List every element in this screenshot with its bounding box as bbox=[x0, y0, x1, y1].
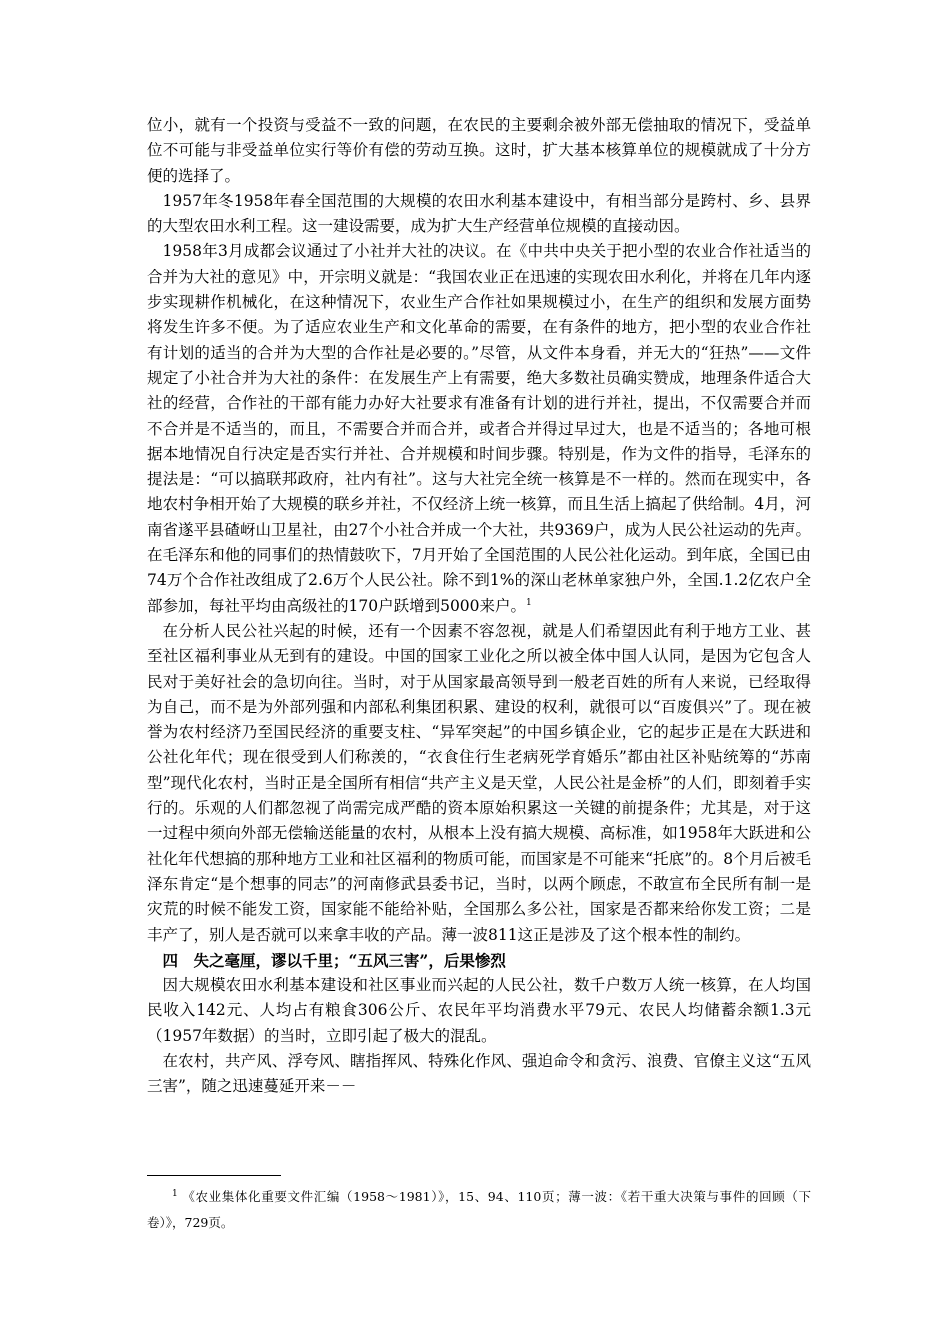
footnote-separator bbox=[147, 1175, 281, 1176]
footnote-marker: 1 bbox=[172, 1188, 178, 1199]
paragraph-five-winds: 在农村，共产风、浮夸风、瞎指挥风、特殊化作风、强迫命令和贪污、浪费、官僚主义这“五风三害”，随之迅速蔓延开来－－ bbox=[147, 1051, 811, 1096]
paragraph-continuation: 位小，就有一个投资与受益不一致的问题，在农民的主要剩余被外部无偿抽取的情况下，受益单位不可能与非受益单位实行等价有偿的劳动互换。这时，扩大基本核算单位的规模就成了十分方便的选择了。 bbox=[147, 116, 811, 185]
section-heading: 四 失之毫厘，谬以千里；“五风三害”，后果惨烈 bbox=[162, 950, 506, 970]
footnote-text: 《农业集体化重要文件汇编（1958～1981）》，15、94、110页；薄一波：《若干重大决策与事件的回顾（下卷）》，729页。 bbox=[147, 1189, 812, 1230]
footnote bbox=[147, 1184, 811, 1236]
paragraph-chengdu-meeting bbox=[147, 239, 811, 618]
paragraph-commune-chaos: 因大规模农田水利基本建设和社区事业而兴起的人民公社，数千户数万人统一核算，在人均国民收入142元、人均占有粮食306公斤、农民年平均消费水平79元、农民人均储蓄余额1.3元（1957年数据）的当时，立即引起了极大的混乱。 bbox=[147, 976, 811, 1045]
paragraph-chengdu-text: 1958年3月成都会议通过了小社并大社的决议。在《中共中央关于把小型的农业合作社适当的合并为大社的意见》中，开宗明义就是：“我国农业正在迅速的实现农田水利化，并将在几年内逐步实现耕作机械化，在这种情况下，农业生产合作社如果规模过小，在生产的组织和发展方面势将发生许多不便。为了适应农业生产和文化革命的需要，在有条件的地方，把小型的农业合作社有计划的适当的合并为大型的合作社是必要的。”尽管，从文件本身看，并无大的“狂热”——文件规定了小社合并为大社的条件：在发展生产上有需要，绝大多数社员确实赞成，地理条件适合大社的经营，合作社的干部有能力办好大社要求有准备有计划的进行并社，提出，不仅需要合并而不合并是不适当的，而且，不需要合并而合并，或者合并得过早过大，也是不适当的；各地可根据本地情况自行决定是否实行并社、合并规模和时间步骤。特别是，作为文件的指导，毛泽东的提法是：“可以搞联邦政府，社内有社”。这与大社完全统一核算是不一样的。然而在现实中，各地农村争相开始了大规模的联乡并社，不仅经济上统一核算，而且生活上搞起了供给制。4月，河南省遂平县碴岈山卫星社，由27个小社合并成一个大社，共9369户，成为人民公社运动的先声。在毛泽东和他的同事们的热情鼓吹下，7月开始了全国范围的人民公社化运动。到年底，全国已由74万个合作社改组成了2.6万个人民公社。除不到1%的深山老林单家独户外，全国.1.2亿农户全部参加，每社平均由高级社的170户跃增到5000来户。 bbox=[147, 242, 811, 615]
footnote-reference[interactable]: 1 bbox=[526, 597, 532, 608]
body-text bbox=[147, 113, 811, 1100]
paragraph-commune-analysis: 在分析人民公社兴起的时候，还有一个因素不容忽视，就是人们希望因此有利于地方工业、甚至社区福利事业从无到有的建设。中国的国家工业化之所以被全体中国人认同，是因为它包含人民对于美好社会的急切向往。当时，对于从国家最高领导到一般老百姓的所有人来说，已经取得为自己，而不是为外部列强和内部私利集团积累、建设的权利，就很可以“百废俱兴”了。现在被誉为农村经济乃至国民经济的重要支柱、“异军突起”的中国乡镇企业，它的起步正是在大跃进和公社化年代；现在很受到人们称羡的，“衣食住行生老病死学育婚乐”都由社区补贴统筹的“苏南型”现代化农村，当时正是全国所有相信“共产主义是天堂，人民公社是金桥”的人们，即刻着手实行的。乐观的人们都忽视了尚需完成严酷的资本原始积累这一关键的前提条件；尤其是，对于这一过程中须向外部无偿输送能量的农村，从根本上没有搞大规模、高标准，如1958年大跃进和公社化年代想搞的那种地方工业和社区福利的物质可能，而国家是不可能来“托底”的。8个月后被毛泽东肯定“是个想事的同志”的河南修武县委书记，当时，以两个顾虑，不敢宣布全民所有制一是灾荒的时候不能发工资，国家能不能给补贴，全国那么多公社，国家是否都来给你发工资；二是丰产了，别人是否就可以来拿丰收的产品。薄一波811这正是涉及了这个根本性的制约。 bbox=[147, 621, 811, 944]
paragraph-irrigation: 1957年冬1958年春全国范围的大规模的农田水利基本建设中，有相当部分是跨村、乡、县界的大型农田水利工程。这一建设需要，成为扩大生产经营单位规模的直接动因。 bbox=[147, 191, 811, 236]
